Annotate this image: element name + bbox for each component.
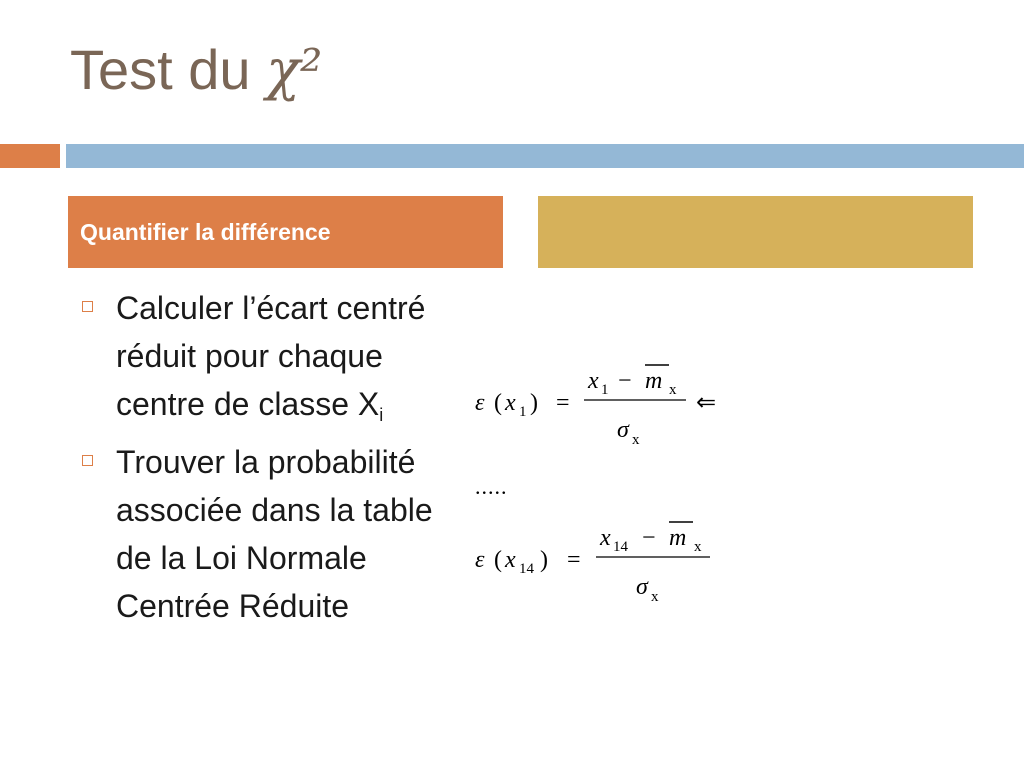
epsilon-symbol: ε bbox=[475, 390, 485, 416]
lhs-index: 1 bbox=[519, 404, 527, 420]
bullet-item bbox=[80, 284, 460, 428]
bullet-list bbox=[80, 284, 460, 630]
sigma-symbol: σ bbox=[617, 417, 629, 443]
lhs-index: 14 bbox=[519, 561, 534, 577]
section-heading-gold-panel bbox=[538, 196, 973, 268]
mean-variable: m bbox=[645, 368, 663, 394]
mean-variable: m bbox=[669, 525, 687, 551]
formula-epsilon-x1 bbox=[470, 355, 740, 455]
sigma-symbol: σ bbox=[636, 574, 648, 600]
close-paren: ) bbox=[530, 390, 538, 416]
epsilon-symbol: ε bbox=[475, 547, 485, 573]
chi-squared-symbol: χ² bbox=[266, 38, 323, 103]
accent-bar-blue bbox=[66, 144, 1024, 168]
accent-bar-orange bbox=[0, 144, 60, 168]
mean-index: x bbox=[669, 382, 677, 398]
sigma-index: x bbox=[651, 589, 659, 605]
equals-sign: = bbox=[556, 390, 570, 416]
open-paren: ( bbox=[494, 547, 502, 573]
bullet-text: Calculer l’écart centré réduit pour chaque centre de classe X bbox=[116, 290, 426, 422]
open-paren: ( bbox=[494, 390, 502, 416]
title-text: Test du bbox=[70, 38, 267, 101]
numerator-index: 14 bbox=[613, 539, 628, 555]
slide-title bbox=[70, 38, 323, 103]
bullet-item bbox=[80, 438, 460, 630]
square-bullet-icon bbox=[82, 455, 93, 466]
section-heading bbox=[68, 196, 503, 268]
lhs-variable: x bbox=[505, 547, 516, 573]
minus-sign: − bbox=[618, 368, 632, 394]
numerator-index: 1 bbox=[601, 382, 609, 398]
left-arrow-icon: ⇐ bbox=[696, 390, 717, 416]
numerator-variable: x bbox=[600, 525, 611, 551]
numerator-variable: x bbox=[588, 368, 599, 394]
sigma-index: x bbox=[632, 432, 640, 448]
square-bullet-icon bbox=[82, 301, 93, 312]
bullet-text: Trouver la probabilité associée dans la table de la Loi Normale Centrée Réduite bbox=[116, 444, 433, 624]
ellipsis: ..... bbox=[475, 474, 508, 499]
lhs-variable: x bbox=[505, 390, 516, 416]
section-heading-label: Quantifier la différence bbox=[80, 219, 331, 245]
bullet-subscript: i bbox=[379, 405, 384, 425]
minus-sign: − bbox=[642, 525, 656, 551]
mean-index: x bbox=[694, 539, 702, 555]
equals-sign: = bbox=[567, 547, 581, 573]
formula-epsilon-x14 bbox=[470, 512, 740, 612]
close-paren: ) bbox=[540, 547, 548, 573]
